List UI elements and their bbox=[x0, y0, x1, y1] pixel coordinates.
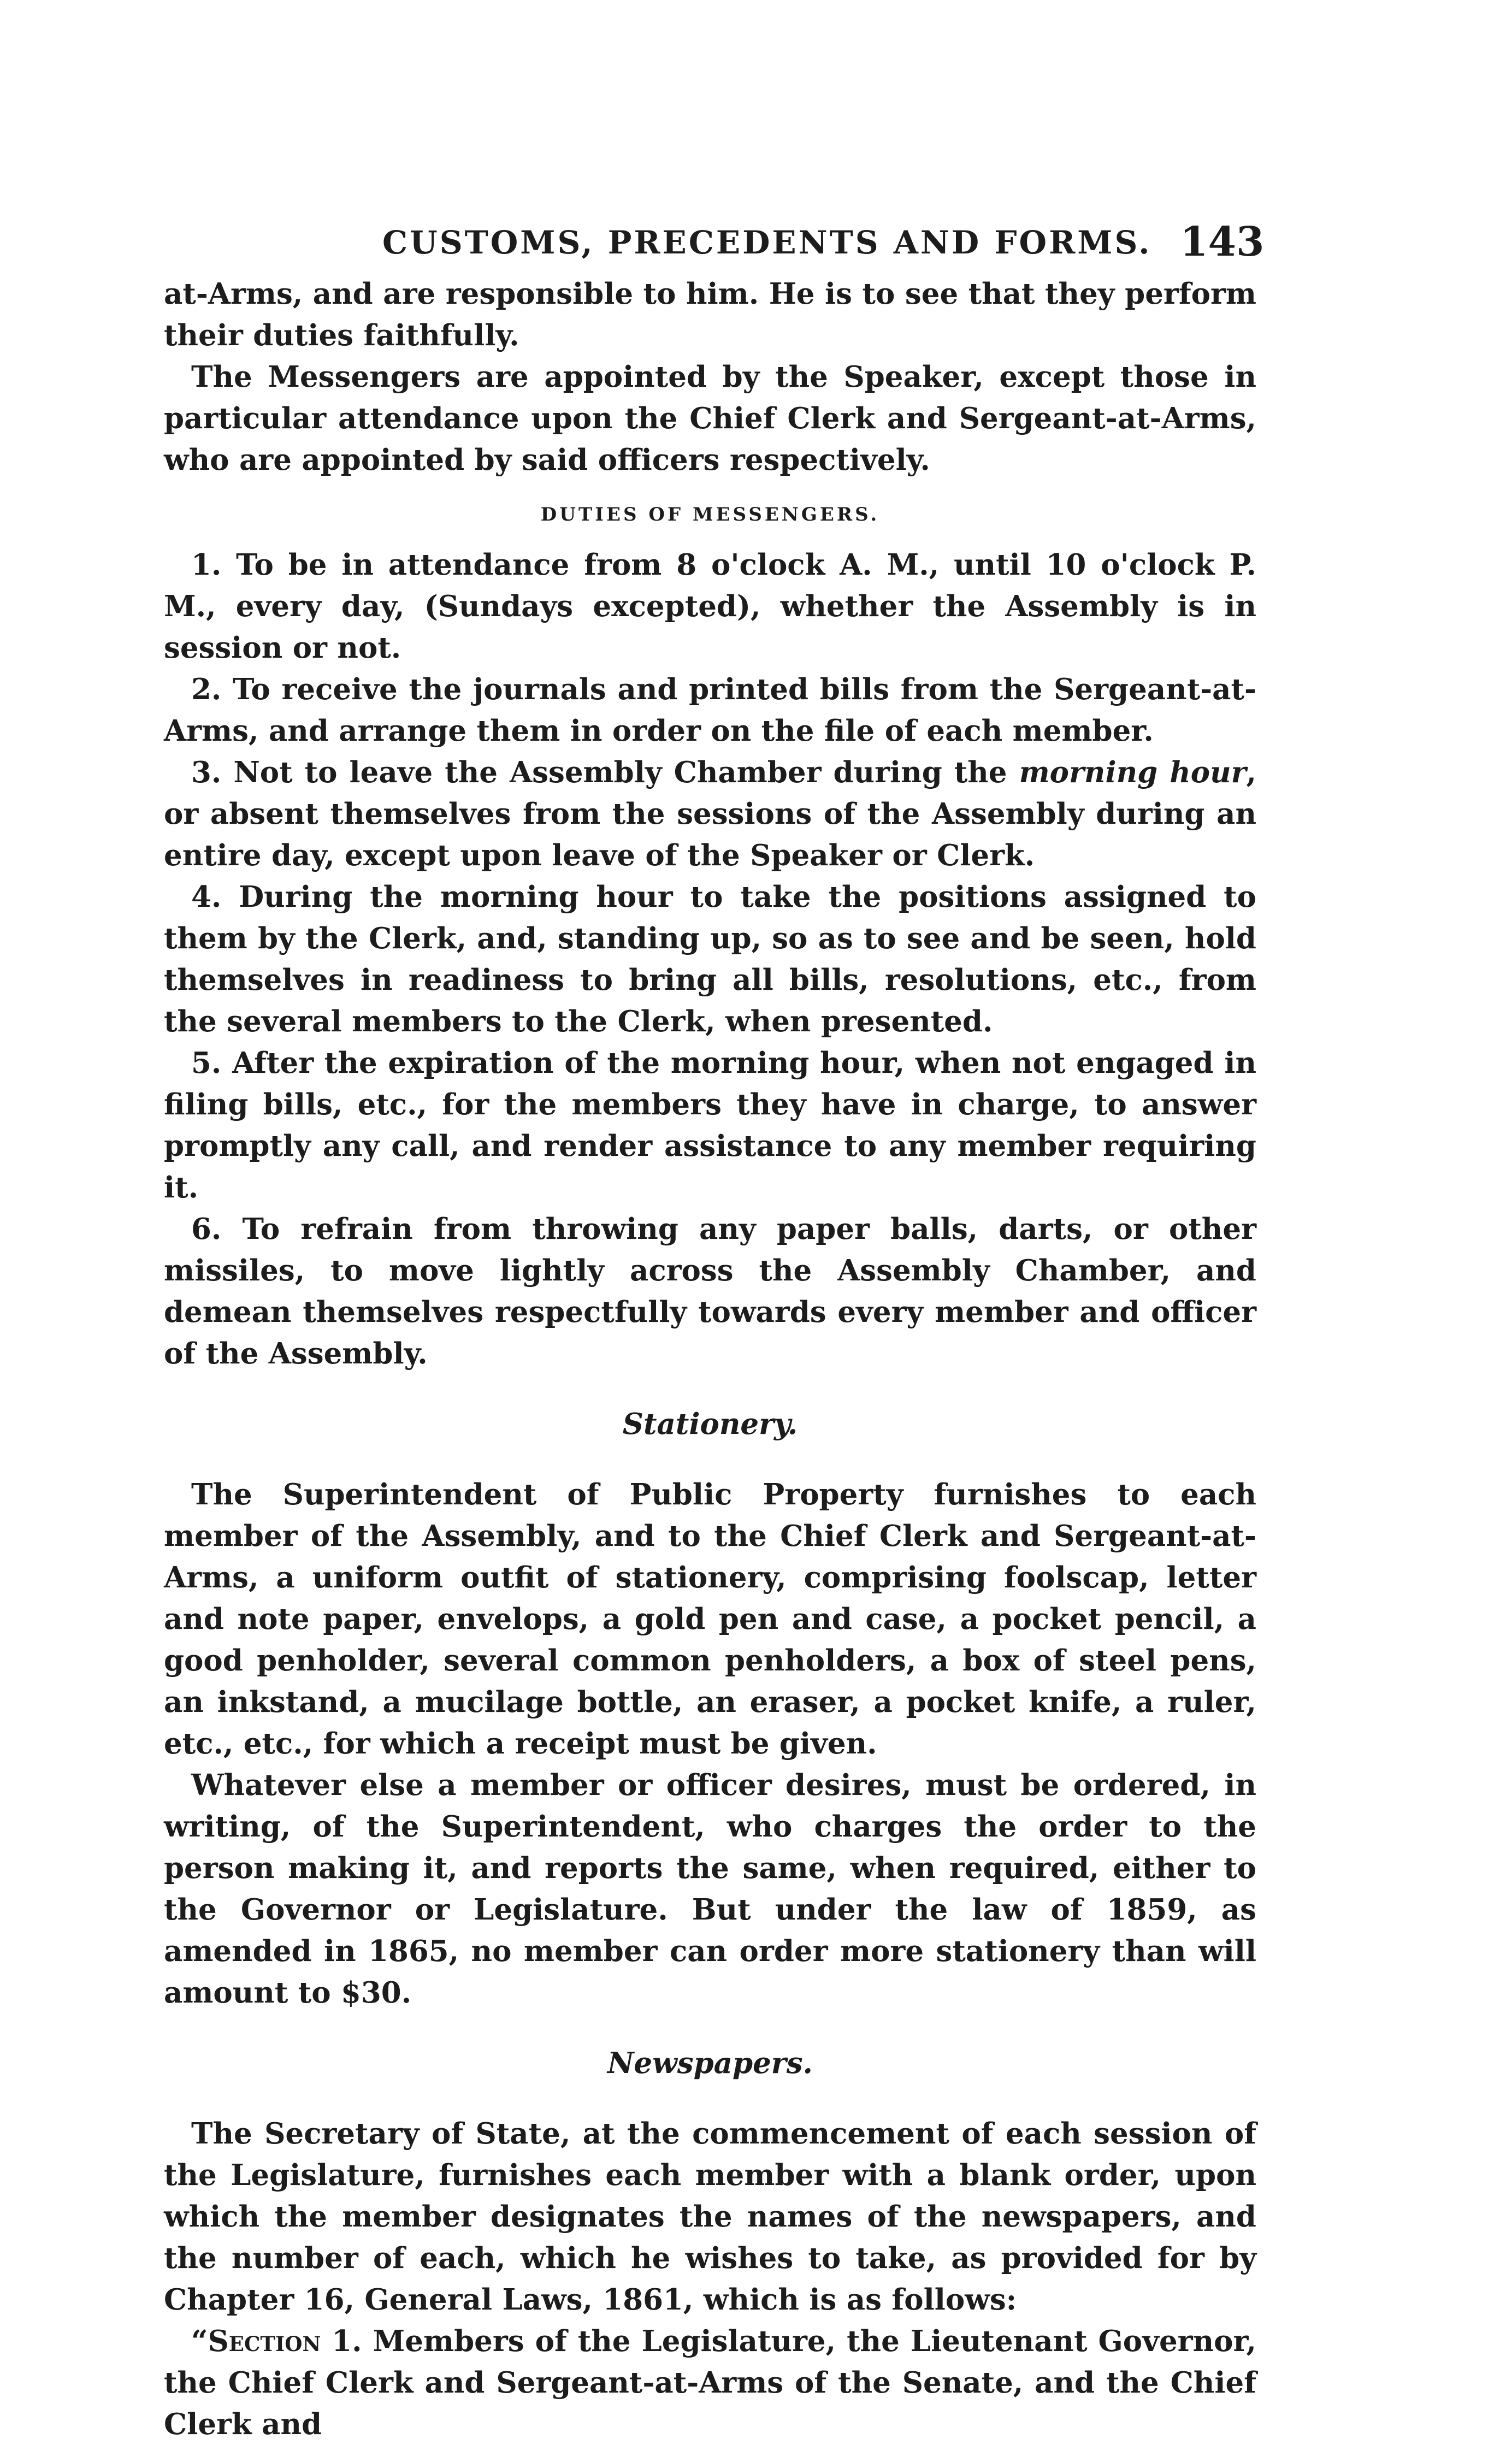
paragraph-stationery-outfit: The Superintendent of Public Property furnishes to each member of the Assembly, and to the Chief Clerk and Sergeant-at-Arms, a uniform outfit of stationery, comprising foolscap, letter and note paper, envelops, a gold pen and case, a pocket pencil, a good penholder, several common penholders, a box of steel pens, an inkstand, a mucilage bottle, an eraser, a pocket knife, a ruler, etc., etc., for which a receipt must be given. bbox=[164, 1478, 1256, 1761]
list-item-duty-3 bbox=[164, 752, 1256, 876]
list-item-duty-2: 2. To receive the journals and printed bills from the Sergeant-at-Arms, and arrange them in order on the file of each member. bbox=[164, 672, 1256, 748]
list-item-duty-6: 6. To refrain from throwing any paper balls, darts, or other missiles, to move lightly across the Assembly Chamber, and demean themselves respectfully towards every member and officer of the Assembly. bbox=[164, 1212, 1256, 1371]
duty-3-after: , or absent themselves from the sessions of the Assembly during an entire day, except upon leave of the Speaker or Clerk. bbox=[164, 755, 1256, 872]
section-heading-duties-of-messengers: DUTIES OF MESSENGERS. bbox=[540, 504, 880, 525]
list-item-duty-5: 5. After the expiration of the morning hour, when not engaged in filing bills, etc., for the members they have in charge, to answer promptly any call, and render assistance to any member requiring it. bbox=[164, 1046, 1256, 1204]
running-head bbox=[164, 218, 1265, 273]
section-1-text: Members of the Legislature, the Lieutenant Governor, the Chief Clerk and Sergeant-at-Arms of the Senate, and the Chief Clerk and bbox=[164, 2324, 1256, 2441]
paragraph-messengers-appointed: The Messengers are appointed by the Speaker, except those in particular attendance upon the Chief Clerk and Sergeant-at-Arms, who are appointed by said officers respectively. bbox=[164, 360, 1256, 477]
paragraph-newspapers: The Secretary of State, at the commencement of each session of the Legislature, furnishes each member with a blank order, upon which the member designates the names of the newspapers, and the number of each, which he wishes to take, as provided for by Chapter 16, General Laws, 1861, which is as follows: bbox=[164, 2117, 1256, 2317]
section-heading-stationery: Stationery. bbox=[622, 1407, 798, 1441]
page-number: 143 bbox=[1180, 218, 1265, 265]
document-page bbox=[164, 218, 1265, 2445]
section-heading-newspapers: Newspapers. bbox=[607, 2046, 813, 2080]
paragraph-stationery-orders: Whatever else a member or officer desires, must be ordered, in writing, of the Superintendent, who charges the order to the person making it, and reports the same, when required, either to the Governor or Legislature. But under the law of 1859, as amended in 1865, no member can order more stationery than will amount to $30. bbox=[164, 1768, 1256, 2010]
duty-3-emphasis: morning hour bbox=[1019, 755, 1247, 789]
list-item-duty-1: 1. To be in attendance from 8 o'clock A. M., until 10 o'clock P. M., every day, (Sundays excepted), whether the Assembly is in session or not. bbox=[164, 548, 1256, 665]
running-title: CUSTOMS, PRECEDENTS AND FORMS. bbox=[382, 224, 1152, 261]
section-label: “Section 1. bbox=[191, 2324, 362, 2358]
paragraph-continuation: at-Arms, and are responsible to him. He is to see that they perform their duties faithfully. bbox=[164, 277, 1256, 352]
list-item-duty-4: 4. During the morning hour to take the positions assigned to them by the Clerk, and, standing up, so as to see and be seen, hold themselves in readiness to bring all bills, resolutions, etc., from the several members to the Clerk, when presented. bbox=[164, 880, 1256, 1038]
paragraph-section-1 bbox=[164, 2320, 1256, 2445]
duty-3-before: 3. Not to leave the Assembly Chamber during the bbox=[191, 755, 1019, 789]
